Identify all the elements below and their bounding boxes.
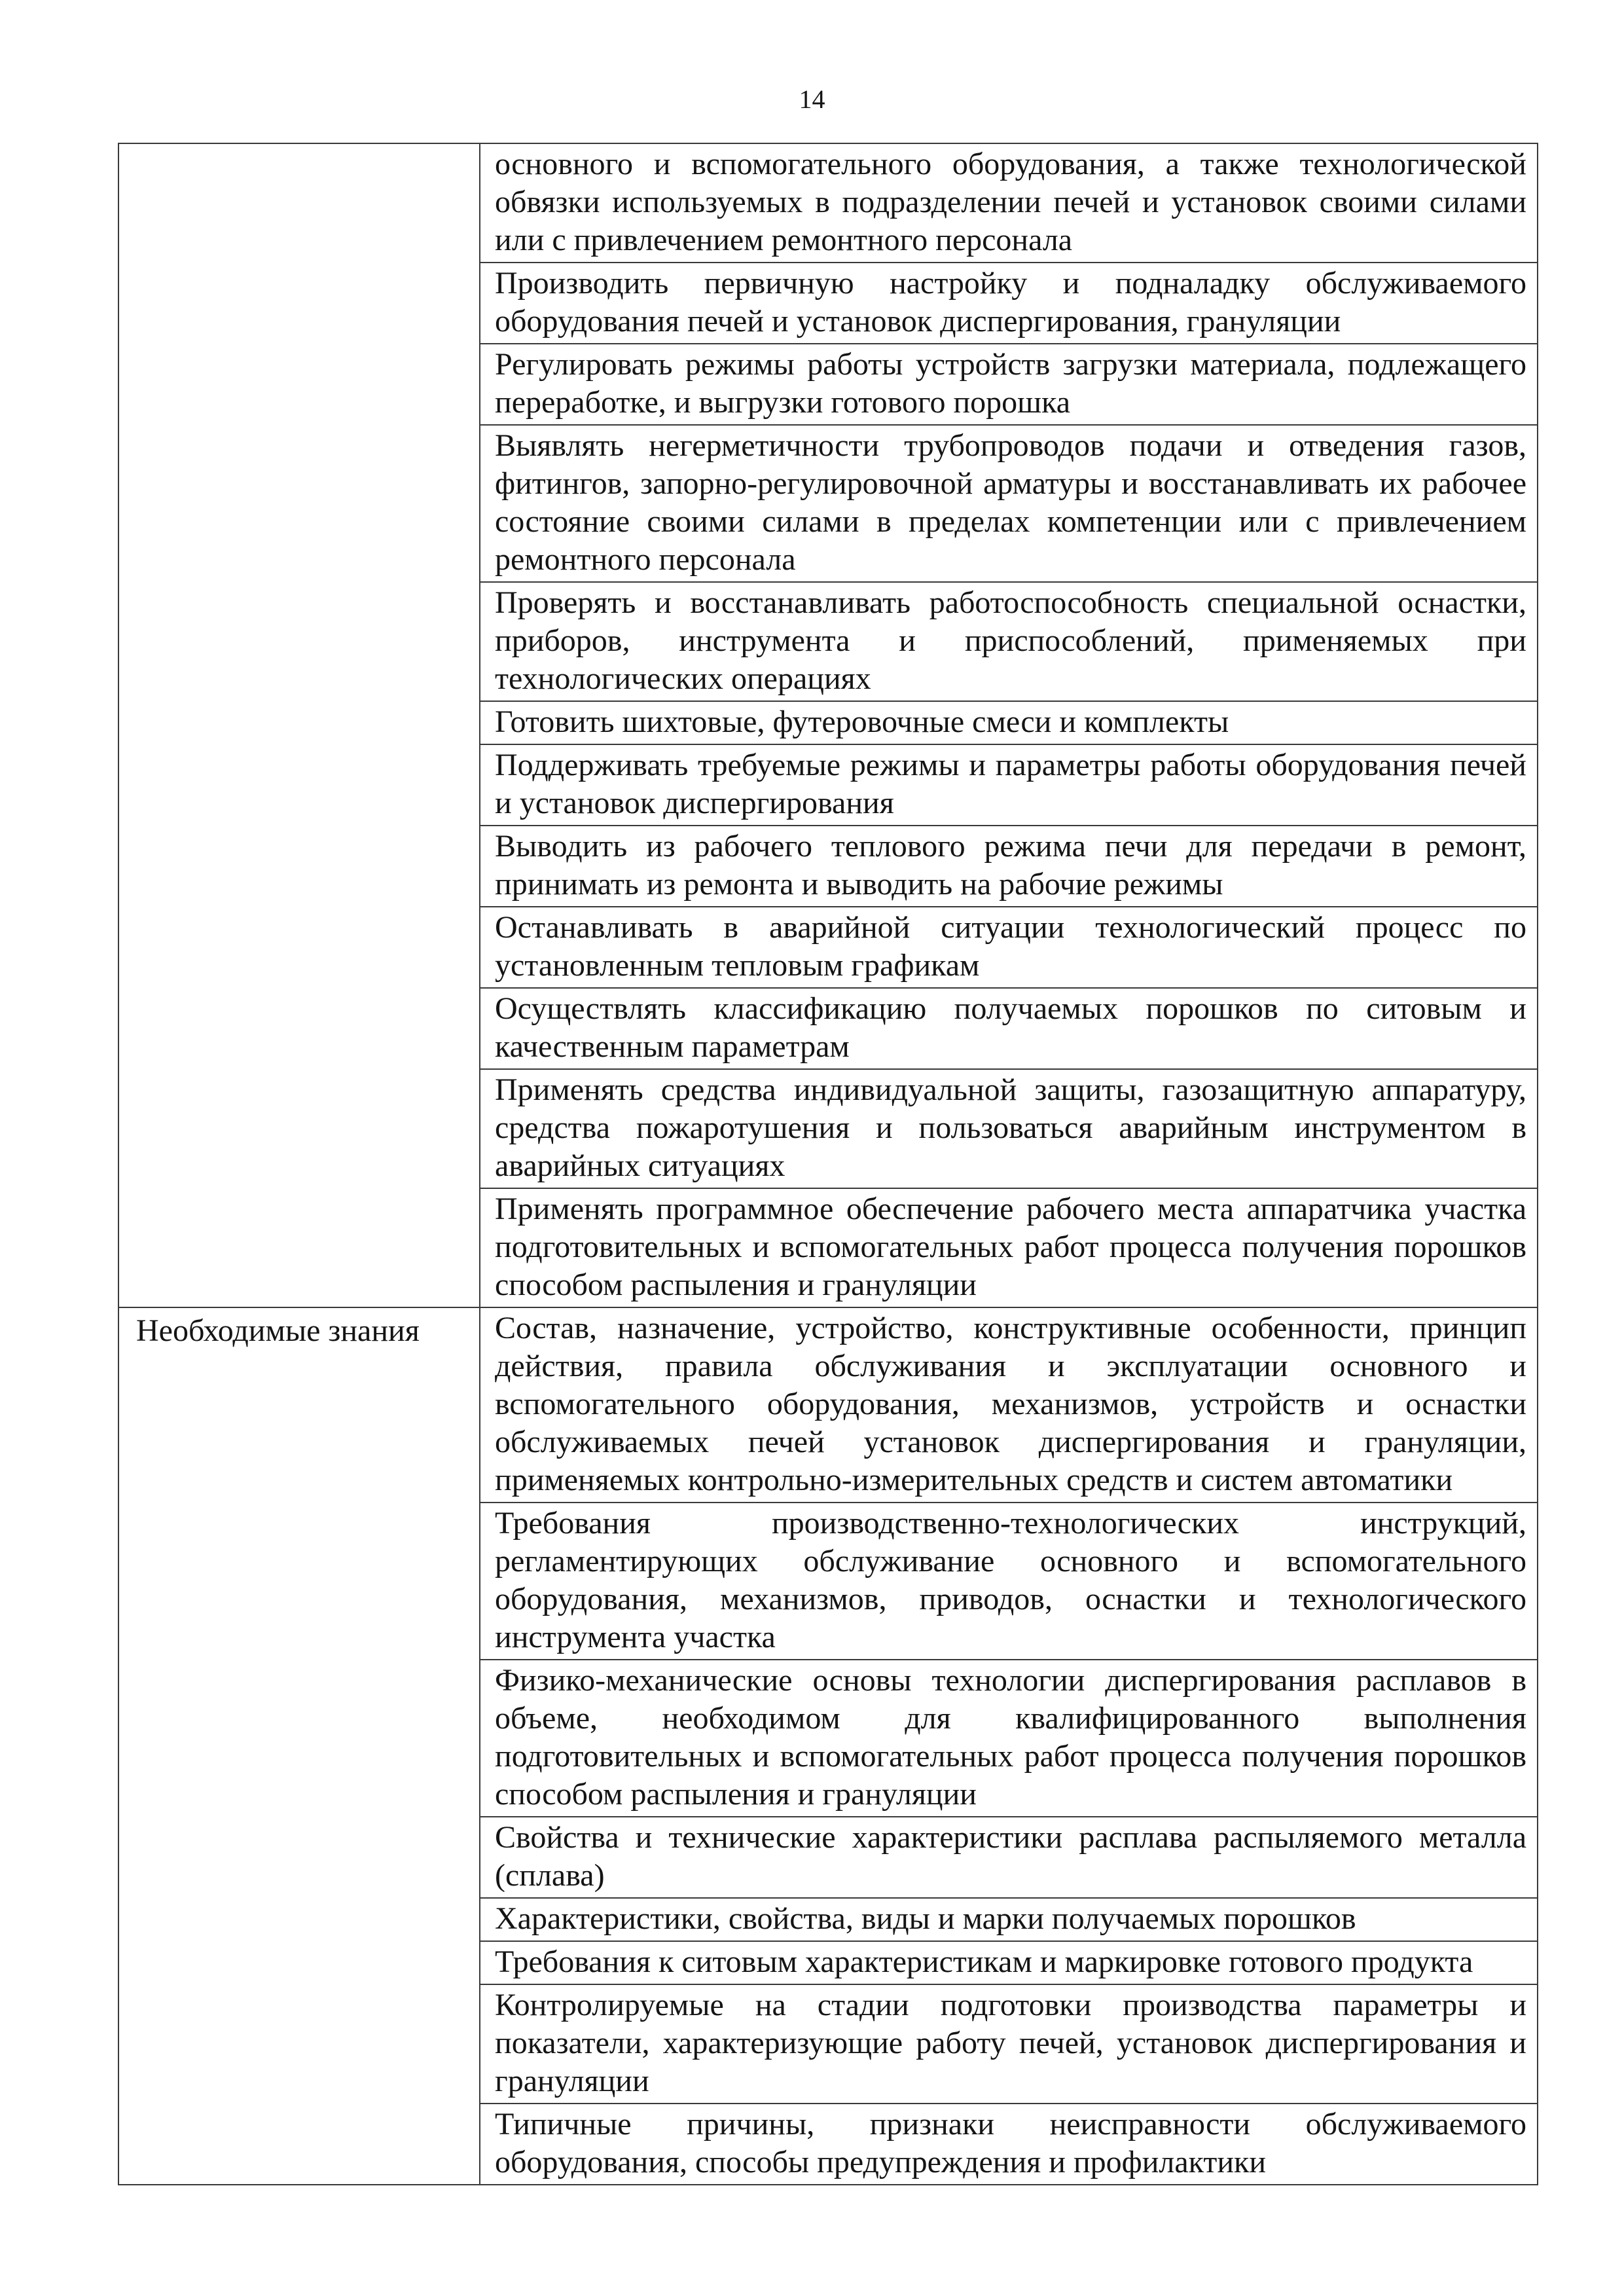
table-row (118, 1307, 1538, 1503)
requirement-text: Применять программное обеспечение рабочего места аппаратчика участка подготовительных и вспомогательных работ процесса получения порошков способом распыления и грануляции (480, 1188, 1538, 1307)
competency-table-body (118, 143, 1538, 2185)
requirement-text: Требования к ситовым характеристикам и маркировке готового продукта (480, 1941, 1538, 1984)
requirement-text: Применять средства индивидуальной защиты, газозащитную аппаратуру, средства пожаротушения и пользоваться аварийным инструментом в аварийных ситуациях (480, 1069, 1538, 1188)
competency-table (118, 143, 1538, 2185)
requirement-text: основного и вспомогательного оборудования, а также технологической обвязки используемых в подразделении печей и установок своими силами или с привлечением ремонтного персонала (480, 143, 1538, 263)
requirement-text: Готовить шихтовые, футеровочные смеси и комплекты (480, 701, 1538, 744)
requirement-text: Осуществлять классификацию получаемых порошков по ситовым и качественным параметрам (480, 988, 1538, 1069)
requirement-text: Состав, назначение, устройство, конструктивные особенности, принцип действия, правила обслуживания и эксплуатации основного и вспомогательного оборудования, механизмов, устройств и оснастки обслуживаемых печей установок диспергирования и грануляции, применяемых контрольно-измерительных средств и систем автоматики (480, 1307, 1538, 1503)
page-number: 14 (799, 84, 825, 114)
section-label: Необходимые знания (118, 1307, 480, 2185)
requirement-text: Останавливать в аварийной ситуации технологический процесс по установленным тепловым графикам (480, 907, 1538, 988)
requirement-text: Требования производственно-технологических инструкций, регламентирующих обслуживание основного и вспомогательного оборудования, механизмов, приводов, оснастки и технологического инструмента участка (480, 1503, 1538, 1660)
requirement-text: Поддерживать требуемые режимы и параметры работы оборудования печей и установок диспергирования (480, 744, 1538, 826)
section-label (118, 143, 480, 1307)
requirement-text: Контролируемые на стадии подготовки производства параметры и показатели, характеризующие работу печей, установок диспергирования и грануляции (480, 1984, 1538, 2104)
requirement-text: Типичные причины, признаки неисправности обслуживаемого оборудования, способы предупреждения и профилактики (480, 2104, 1538, 2185)
requirement-text: Свойства и технические характеристики расплава распыляемого металла (сплава) (480, 1817, 1538, 1898)
requirement-text: Проверять и восстанавливать работоспособность специальной оснастки, приборов, инструмента и приспособлений, применяемых при технологических операциях (480, 582, 1538, 701)
requirement-text: Физико-механические основы технологии диспергирования расплавов в объеме, необходимом для квалифицированного выполнения подготовительных и вспомогательных работ процесса получения порошков способом распыления и грануляции (480, 1660, 1538, 1817)
table-row (118, 143, 1538, 263)
requirement-text: Регулировать режимы работы устройств загрузки материала, подлежащего переработке, и выгрузки готового порошка (480, 344, 1538, 425)
requirement-text: Выводить из рабочего теплового режима печи для передачи в ремонт, принимать из ремонта и выводить на рабочие режимы (480, 826, 1538, 907)
requirement-text: Производить первичную настройку и подналадку обслуживаемого оборудования печей и установок диспергирования, грануляции (480, 263, 1538, 344)
requirement-text: Выявлять негерметичности трубопроводов подачи и отведения газов, фитингов, запорно-регулировочной арматуры и восстанавливать их рабочее состояние своими силами в пределах компетенции или с привлечением ремонтного персонала (480, 425, 1538, 582)
requirement-text: Характеристики, свойства, виды и марки получаемых порошков (480, 1898, 1538, 1941)
